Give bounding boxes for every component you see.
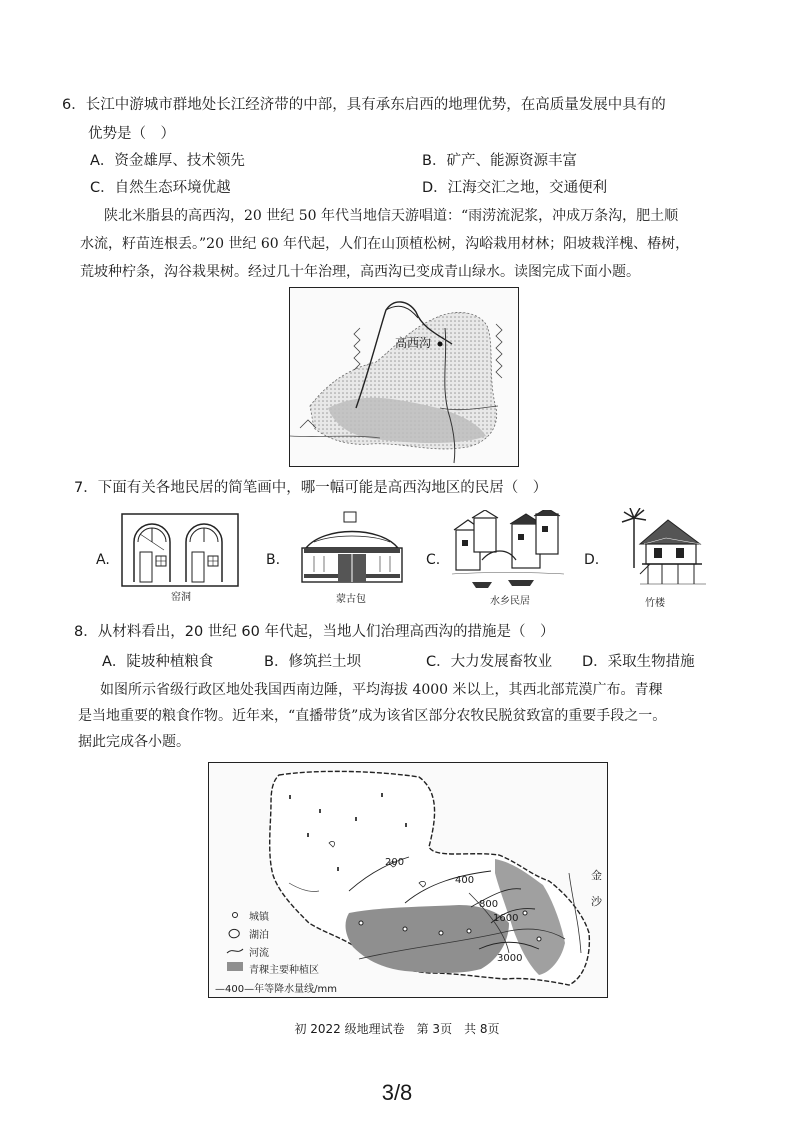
tibet-map [208, 762, 608, 998]
page-footer: 初 2022 级地理试卷 第 3页 共 8页 [294, 1022, 500, 1036]
legend-lake-icon [229, 929, 239, 937]
mongolian-yurt-icon [294, 508, 410, 588]
q8-option-c[interactable]: C．大力发展畜牧业 [426, 654, 553, 670]
legend-river-label: 河流 [249, 948, 269, 959]
contour-200-label: 200 [385, 857, 405, 868]
gaoxigou-label: 高西沟 [395, 336, 432, 350]
q6-option-d[interactable]: D．江海交汇之地，交通便利 [422, 180, 608, 196]
passage1-line1: 陕北米脂县的高西沟，20 世纪 50 年代当地信天游唱道：“雨涝流泥浆，冲成万条沟，肥土顺 [104, 208, 679, 224]
house-c-caption: 水乡民居 [490, 596, 530, 607]
water-town-house-icon [452, 510, 564, 594]
gaoxigou-map-drawing [290, 288, 518, 466]
passage2-line2: 是当地重要的粮食作物。近年来，“直播带货”成为该省区部分农牧民脱贫致富的重要手段之一。 [78, 708, 667, 724]
house-option-b[interactable] [266, 508, 416, 604]
contour-800-label: 800 [479, 899, 499, 910]
q7-stem: 7．下面有关各地民居的简笔画中，哪一幅可能是高西沟地区的民居（ ） [74, 480, 548, 496]
legend-lake-label: 湖泊 [249, 930, 269, 941]
gaoxigou-location-dot [438, 342, 443, 347]
edge-label-jin: 金 [591, 869, 602, 882]
bamboo-house-icon [610, 508, 708, 592]
gaoxigou-map [289, 287, 519, 467]
legend-town-icon [233, 913, 238, 918]
q6-option-b[interactable]: B．矿产、能源资源丰富 [422, 153, 577, 169]
house-d-letter: D. [584, 552, 600, 568]
legend-barley-area-icon [227, 962, 243, 971]
house-option-a[interactable] [96, 512, 246, 602]
house-a-letter: A. [96, 552, 110, 568]
house-a-caption: 窑洞 [171, 592, 191, 603]
q6-option-a[interactable]: A．资金雄厚、技术领先 [90, 153, 245, 169]
passage1-line2: 水流，籽苗连根丢。”20 世纪 60 年代起，人们在山顶植松树，沟峪栽用材林；阳坡栽洋槐、椿树， [80, 236, 690, 252]
legend-isohyet-label: —400—年等降水量线/mm [215, 984, 337, 995]
house-d-caption: 竹楼 [645, 598, 665, 609]
legend-river-icon [227, 949, 243, 953]
contour-3000-label: 3000 [497, 953, 523, 964]
q6-option-c[interactable]: C．自然生态环境优越 [90, 180, 231, 196]
cave-dwelling-icon [120, 512, 240, 588]
q6-stem-line1: 6．长江中游城市群地处长江经济带的中部，具有承东启西的地理优势，在高质量发展中具有的 [62, 97, 666, 113]
house-option-c[interactable] [426, 510, 576, 606]
house-c-letter: C. [426, 552, 441, 568]
q8-option-b[interactable]: B．修筑拦土坝 [264, 654, 361, 670]
page-number: 3/8 [381, 1080, 413, 1105]
q8-option-a[interactable]: A．陡坡种植粮食 [102, 654, 214, 670]
passage2-line3: 据此完成各小题。 [78, 734, 190, 750]
house-b-letter: B. [266, 552, 281, 568]
house-b-caption: 蒙古包 [336, 594, 366, 605]
legend-town-label: 城镇 [249, 912, 269, 923]
contour-400-label: 400 [455, 875, 475, 886]
q8-option-d[interactable]: D．采取生物措施 [582, 654, 695, 670]
passage1-line3: 荒坡种柠条，沟谷栽果树。经过几十年治理，高西沟已变成青山绿水。读图完成下面小题。 [80, 264, 640, 280]
q6-stem-line2: 优势是（ ） [88, 126, 175, 142]
passage2-line1: 如图所示省级行政区地处我国西南边陲，平均海拔 4000 米以上，其西北部荒漠广布。青稞 [100, 682, 663, 698]
contour-1600-label: 1600 [493, 913, 519, 924]
house-option-d[interactable] [584, 508, 714, 608]
q8-stem: 8．从材料看出，20 世纪 60 年代起，当地人们治理高西沟的措施是（ ） [74, 624, 555, 640]
edge-label-sha: 沙 [591, 895, 602, 908]
legend-barley-label: 青稞主要种植区 [249, 965, 319, 976]
